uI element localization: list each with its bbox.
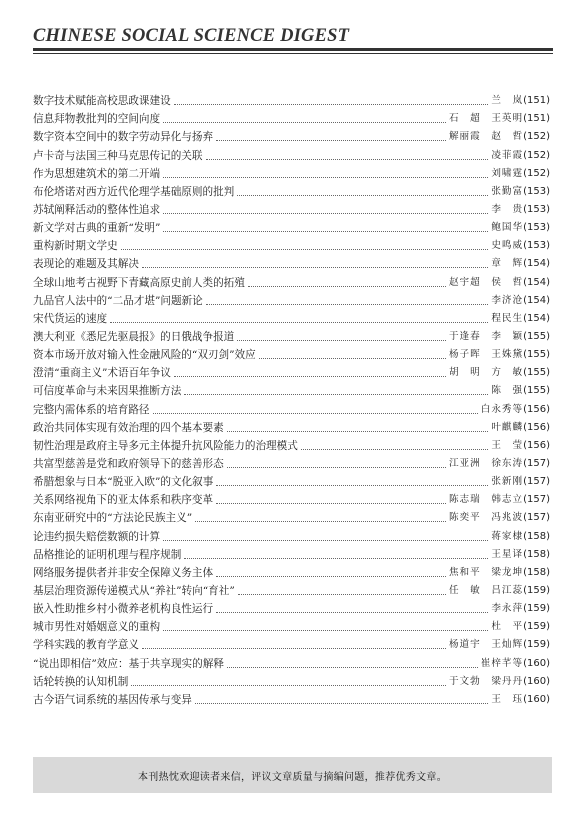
toc-entry-title[interactable]: 宋代货运的速度	[33, 312, 108, 325]
dot-leader	[184, 558, 488, 559]
toc-entry[interactable]	[33, 344, 550, 362]
toc-entry-page: (156)	[523, 403, 550, 415]
toc-entry-title[interactable]: 共富型慈善是党和政府领导下的慈善形态	[33, 457, 224, 470]
toc-entry[interactable]	[33, 525, 550, 543]
toc-entry-authors: 史鸣威	[491, 240, 524, 252]
toc-entry-page: (154)	[523, 276, 550, 288]
toc-entry-page: (153)	[523, 203, 550, 215]
dot-leader	[163, 540, 488, 541]
dot-leader	[216, 503, 446, 504]
toc-entry-page: (157)	[523, 476, 550, 488]
toc-entry-authors: 叶麒麟	[491, 421, 524, 433]
toc-entry-title[interactable]: 作为思想建筑术的第二开端	[33, 167, 161, 180]
toc-entry[interactable]	[33, 235, 550, 253]
toc-entry[interactable]	[33, 217, 550, 235]
toc-entry-authors: 解丽霞 赵 哲	[448, 131, 524, 143]
toc-entry-authors: 鲍国华	[491, 222, 524, 234]
toc-entry-page: (160)	[523, 657, 550, 669]
toc-entry-title[interactable]: 澳大利亚《悉尼先驱晨报》的日俄战争报道	[33, 330, 235, 343]
toc-entry-authors: 王 莹	[491, 439, 524, 451]
toc-entry-title[interactable]: 品格推论的证明机理与程序规制	[33, 548, 182, 561]
toc-entry-page: (151)	[523, 95, 550, 107]
toc-entry[interactable]	[33, 580, 550, 598]
toc-entry-authors: 张新刚	[491, 476, 524, 488]
toc-entry[interactable]	[33, 417, 550, 435]
journal-header	[33, 25, 553, 54]
toc-entry-page: (156)	[523, 439, 550, 451]
toc-entry-title[interactable]: 论违约损失赔偿数额的计算	[33, 530, 161, 543]
toc-entry-page: (156)	[523, 421, 550, 433]
toc-entry-page: (153)	[523, 222, 550, 234]
toc-entry-authors: 于文勃 梁丹丹	[448, 675, 524, 687]
toc-entry-title[interactable]: 政治共同体实现有效治理的四个基本要素	[33, 421, 224, 434]
dot-leader	[121, 249, 489, 250]
dot-leader	[206, 159, 489, 160]
toc-entry-title[interactable]: 苏轼阐释活动的整体性追求	[33, 203, 161, 216]
toc-entry-title[interactable]: 资本市场开放对输入性金融风险的“双刃剑”效应	[33, 349, 256, 362]
toc-entry-authors: 杜 平	[491, 621, 524, 633]
toc-entry-page: (154)	[523, 258, 550, 270]
toc-entry-page: (155)	[523, 330, 550, 342]
toc-entry-authors: 任 敏 吕江蕊	[448, 584, 524, 596]
dot-leader	[153, 413, 478, 414]
dot-leader	[237, 340, 446, 341]
toc-entry-title[interactable]: 话轮转换的认知机制	[33, 675, 129, 688]
toc-entry-title[interactable]: 古今语气词系统的基因传承与变异	[33, 693, 192, 706]
toc-entry[interactable]	[33, 326, 550, 344]
toc-entry-title[interactable]: 数字技术赋能高校思政课建设	[33, 95, 171, 108]
toc-entry-authors: 凌菲霞	[491, 149, 524, 161]
toc-entry-page: (155)	[523, 367, 550, 379]
dot-leader	[110, 322, 488, 323]
dot-leader	[163, 122, 446, 123]
toc-entry[interactable]	[33, 689, 550, 707]
toc-entry-title[interactable]: 关系网络视角下的亚太体系和秩序变革	[33, 494, 214, 507]
toc-entry-authors: 王星译	[491, 548, 524, 560]
toc-entry-title[interactable]: 全球山地考古视野下青藏高原史前人类的拓殖	[33, 276, 245, 289]
dot-leader	[227, 667, 478, 668]
toc-entry[interactable]	[33, 435, 550, 453]
dot-leader	[259, 358, 446, 359]
toc-entry-page: (158)	[523, 530, 550, 542]
toc-entry[interactable]	[33, 181, 550, 199]
toc-entry-authors: 崔梓芊等	[480, 657, 524, 669]
toc-entry-title[interactable]: 重构新时期文学史	[33, 240, 118, 253]
toc-entry[interactable]	[33, 671, 550, 689]
toc-entry-title[interactable]: 城市男性对婚姻意义的重构	[33, 621, 161, 634]
toc-entry-authors: 刘啸霆	[491, 167, 524, 179]
toc-entry[interactable]	[33, 471, 550, 489]
toc-entry[interactable]	[33, 489, 550, 507]
toc-entry-page: (152)	[523, 167, 550, 179]
toc-entry-page: (157)	[523, 512, 550, 524]
journal-title: CHINESE SOCIAL SCIENCE DIGEST	[33, 26, 350, 46]
toc-entry-page: (159)	[523, 621, 550, 633]
toc-entry-title[interactable]: 基层治理资源传递模式从“养社”转向“育社”	[33, 584, 235, 597]
toc-entry-page: (155)	[523, 349, 550, 361]
toc-entry[interactable]	[33, 90, 550, 108]
toc-entry[interactable]	[33, 199, 550, 217]
toc-entry-page: (158)	[523, 548, 550, 560]
toc-entry-page: (154)	[523, 312, 550, 324]
footer-notice	[33, 757, 552, 793]
toc-entry[interactable]	[33, 163, 550, 181]
dot-leader	[216, 612, 488, 613]
toc-entry[interactable]	[33, 562, 550, 580]
toc-entry[interactable]	[33, 453, 550, 471]
toc-entry-title[interactable]: 布伦塔诺对西方近代伦理学基础原则的批判	[33, 185, 235, 198]
toc-entry-title[interactable]: 东南亚研究中的“方法论民族主义”	[33, 512, 193, 525]
toc-entry[interactable]	[33, 362, 550, 380]
toc-entry-authors: 陈志瑞 韩志立	[448, 494, 524, 506]
toc-entry-authors: 程民生	[491, 312, 524, 324]
toc-entry-title[interactable]: 新文学对古典的重新“发明”	[33, 222, 161, 235]
toc-entry-page: (154)	[523, 294, 550, 306]
toc-entry-title[interactable]: 学科实践的教育学意义	[33, 639, 139, 652]
toc-entry-page: (157)	[523, 494, 550, 506]
toc-entry-title[interactable]: 九品官人法中的“二品才堪”问题新论	[33, 294, 203, 307]
table-of-contents	[33, 90, 550, 707]
toc-entry-title[interactable]: 信息拜物教批判的空间向度	[33, 113, 161, 126]
dot-leader	[184, 394, 488, 395]
toc-entry-title[interactable]: 可信度革命与未来因果推断方法	[33, 385, 182, 398]
toc-entry-authors: 兰 岚	[491, 95, 524, 107]
toc-entry-page: (159)	[523, 584, 550, 596]
toc-entry[interactable]	[33, 507, 550, 525]
toc-entry[interactable]	[33, 652, 550, 670]
dot-leader	[206, 304, 489, 305]
toc-entry-page: (153)	[523, 185, 550, 197]
toc-entry-authors: 蒋家棣	[491, 530, 524, 542]
footer-notice-text: 本刊热忱欢迎读者来信，评议文章质量与摘编问题，推荐优秀文章。	[138, 771, 447, 783]
toc-entry-page: (158)	[523, 566, 550, 578]
toc-entry-title[interactable]: 希腊想象与日本“脱亚入欧”的文化叙事	[33, 476, 214, 489]
toc-entry-authors: 张勤富	[491, 185, 524, 197]
toc-entry-title[interactable]: “说出即相信”效应：基于共享现实的解释	[33, 657, 224, 670]
toc-entry[interactable]	[33, 144, 550, 162]
toc-entry-authors: 章 辉	[491, 258, 524, 270]
toc-entry-page: (151)	[523, 113, 550, 125]
dot-leader	[142, 267, 488, 268]
toc-entry-authors: 李永萍	[491, 603, 524, 615]
toc-entry-page: (153)	[523, 240, 550, 252]
toc-entry-authors: 杨子晖 王姝黛	[448, 349, 524, 361]
toc-entry[interactable]	[33, 598, 550, 616]
toc-entry-authors: 胡 明 方 敏	[448, 367, 524, 379]
toc-entry-title[interactable]: 网络服务提供者并非安全保障义务主体	[33, 566, 214, 579]
toc-entry-page: (157)	[523, 457, 550, 469]
toc-entry-authors: 陈 强	[491, 385, 524, 397]
toc-entry[interactable]	[33, 616, 550, 634]
toc-entry-title[interactable]: 韧性治理是政府主导多元主体提升抗风险能力的治理模式	[33, 439, 298, 452]
dot-leader	[195, 521, 446, 522]
toc-entry-authors: 于逢春 李 颖	[448, 330, 524, 342]
toc-entry-page: (159)	[523, 603, 550, 615]
toc-entry-page: (159)	[523, 639, 550, 651]
toc-entry-authors: 王 珏	[491, 693, 524, 705]
toc-entry-authors: 白永秀等	[480, 403, 524, 415]
dot-leader	[248, 286, 446, 287]
dot-leader	[227, 431, 489, 432]
dot-leader	[216, 485, 488, 486]
toc-entry-authors: 陈奕平 冯兆波	[448, 512, 524, 524]
toc-entry-page: (155)	[523, 385, 550, 397]
toc-entry-authors: 李济沧	[491, 294, 524, 306]
toc-entry[interactable]	[33, 271, 550, 289]
toc-entry[interactable]	[33, 253, 550, 271]
toc-entry-page: (160)	[523, 675, 550, 687]
toc-entry-page: (160)	[523, 693, 550, 705]
toc-entry[interactable]	[33, 380, 550, 398]
dot-leader	[131, 685, 446, 686]
toc-entry[interactable]	[33, 290, 550, 308]
dot-leader	[163, 630, 488, 631]
dot-leader	[163, 177, 488, 178]
dot-leader	[237, 195, 488, 196]
toc-entry-authors: 杨道宇 王灿辉	[448, 639, 524, 651]
dot-leader	[163, 231, 488, 232]
dot-leader	[301, 449, 488, 450]
toc-entry[interactable]	[33, 126, 550, 144]
toc-entry-page: (152)	[523, 131, 550, 143]
toc-entry-title[interactable]: 嵌入性助推乡村小微养老机构良性运行	[33, 603, 214, 616]
dot-leader	[216, 140, 446, 141]
toc-entry-title[interactable]: 数字资本空间中的数字劳动异化与扬弃	[33, 131, 214, 144]
dot-leader	[195, 703, 488, 704]
dot-leader	[227, 467, 446, 468]
toc-entry-page: (152)	[523, 149, 550, 161]
dot-leader	[174, 104, 489, 105]
dot-leader	[163, 213, 488, 214]
toc-entry-authors: 焦和平 梁龙坤	[448, 566, 524, 578]
dot-leader	[174, 376, 446, 377]
toc-entry[interactable]	[33, 108, 550, 126]
dot-leader	[238, 594, 446, 595]
dot-leader	[142, 648, 446, 649]
toc-entry[interactable]	[33, 544, 550, 562]
toc-entry-title[interactable]: 卢卡奇与法国三种马克思传记的关联	[33, 149, 203, 162]
toc-entry[interactable]	[33, 634, 550, 652]
toc-entry-authors: 江亚洲 徐东涛	[448, 457, 524, 469]
toc-entry-title[interactable]: 完整内需体系的培育路径	[33, 403, 150, 416]
toc-entry-authors: 赵宇超 侯 哲	[448, 276, 524, 288]
dot-leader	[216, 576, 446, 577]
toc-entry[interactable]	[33, 398, 550, 416]
header-rule-thick	[33, 48, 553, 51]
toc-entry-authors: 李 贵	[491, 203, 524, 215]
toc-entry[interactable]	[33, 308, 550, 326]
toc-entry-title[interactable]: 澄清“重商主义”术语百年争议	[33, 367, 171, 380]
toc-entry-authors: 石 超 王英明	[448, 113, 524, 125]
toc-entry-title[interactable]: 表现论的难题及其解决	[33, 258, 139, 271]
header-rule-thin	[33, 53, 553, 54]
